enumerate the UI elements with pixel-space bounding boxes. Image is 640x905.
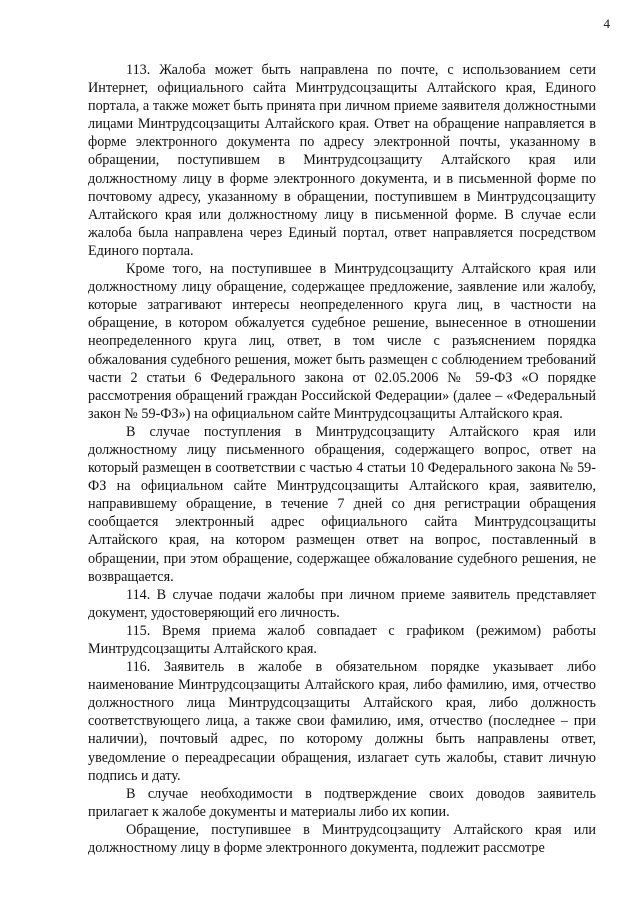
paragraph-113: 113. Жалоба может быть направлена по почте, с использованием сети Интернет, официального сайта Минтрудсоцзащиты Алтайского края, Единого портала, а также может быть принята при личном приеме заявителя должностными лицами Минтрудсоцзащиты Алтайского края. Ответ на обращение направляется в форме электронного документа по адресу электронной почты, указанному в обращении, поступившем в Минтрудсоцзащиту Алтайского края или должностному лицу в форме электронного документа, и в письменной форме по почтовому адресу, указанному в обращении, поступившем в Минтрудсоцзащиту Алтайского края или должностному лицу в письменной форме. В случае если жалоба была направлена через Единый портал, ответ направляется посредством Единого портала. [88,62,596,259]
page-number: 4 [603,16,610,31]
paragraph-electronic-appeal: Обращение, поступившее в Минтрудсоцзащиту Алтайского края или должностному лицу в форме электронного документа, подлежит рассмотре [88,821,596,857]
paragraph-114: 114. В случае подачи жалобы при личном приеме заявитель представляет документ, удостоверяющий его личность. [88,586,596,621]
document-body [88,61,596,857]
paragraph-repeat-question: В случае поступления в Минтрудсоцзащиту Алтайского края или должностному лицу письменного обращения, содержащего вопрос, ответ на который размещен в соответствии с частью 4 статьи 10 Федерального закона № 59-ФЗ на официальном сайте Минтрудсоцзащиты Алтайского края, заявителю, направившему обращение, в течение 7 дней со дня регистрации обращения сообщается электронный адрес официального сайта Минтрудсоцзащиты Алтайского края, на котором размещен ответ на вопрос, поставленный в обращении, при этом обращение, содержащее обжалование судебного решения, не возвращается. [88,423,596,585]
paragraph-website-publication: Кроме того, на поступившее в Минтрудсоцзащиту Алтайского края или должностному лицу обращение, содержащее предложение, заявление или жалобу, которые затрагивают интересы неопределенного круга лиц, в частности на обращение, в котором обжалуется судебное решение, вынесенное в отношении неопределенного круга лиц, ответ, в том числе с разъяснением порядка обжалования судебного решения, может быть размещен с соблюдением требований части 2 статьи 6 Федерального закона от 02.05.2006 № 59-ФЗ «О порядке рассмотрения обращений граждан Российской Федерации» (далее – «Федеральный закон № 59-ФЗ») на официальном сайте Минтрудсоцзащиты Алтайского края. [88,261,596,422]
paragraph-supporting-documents: В случае необходимости в подтверждение своих доводов заявитель прилагает к жалобе документы и материалы либо их копии. [88,785,596,820]
paragraph-116: 116. Заявитель в жалобе в обязательном порядке указывает либо наименование Минтрудсоцзащиты Алтайского края, либо фамилию, имя, отчество должностного лица Минтрудсоцзащиты Алтайского края, либо должность соответствующего лица, а также свои фамилию, имя, отчество (последнее – при наличии), почтовый адрес, по которому должны быть направлены ответ, уведомление о переадресации обращения, излагает суть жалобы, ставит личную подпись и дату. [88,659,596,784]
paragraph-115: 115. Время приема жалоб совпадает с графиком (режимом) работы Минтрудсоцзащиты Алтайского края. [88,622,596,657]
